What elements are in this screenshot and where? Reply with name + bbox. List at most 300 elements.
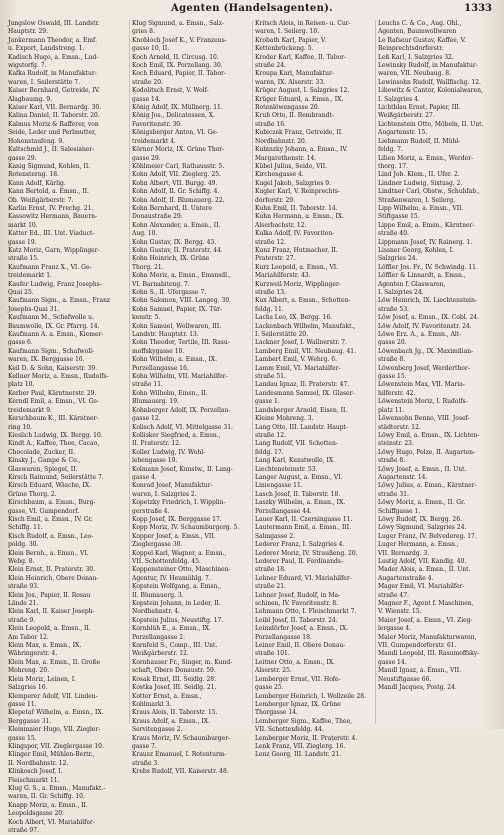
directory-entry-line: Lauer Karl, II. Czerningasse 11. — [255, 515, 353, 523]
directory-column-1 — [6, 20, 129, 834]
directory-entry-line: Kirschbaum, a. Emsn., Burg- — [8, 499, 96, 507]
directory-entry-line: Kraus Moriz, IV. Schaumburger- — [132, 734, 231, 742]
directory-entry-line: straße 11. — [132, 381, 163, 389]
directory-entry-line: Kaltschmid J., II. Salesianer- — [8, 146, 95, 154]
directory-entry-line: markt 10. — [8, 221, 38, 229]
directory-entry-line: waren, VII. Neubaug. 8. — [378, 70, 452, 78]
directory-entry-line: gasse 1. — [255, 398, 280, 406]
directory-entry-line: Reinprechtsdorferstr. — [378, 45, 444, 53]
directory-entry-line: Alserstr. 25. — [255, 667, 292, 675]
directory-entry-line: hilferstr. 42. — [378, 389, 416, 397]
directory-entry-line: Lippe Emil, a. Emsn., Kärntner- — [378, 221, 475, 229]
directory-entry-line: Salzgries 24. — [378, 255, 418, 263]
directory-entry-line: Kollisker Siegfried, a. Emsn., — [132, 431, 221, 439]
directory-entry-line: Kosak Ernst, III. Seidlg. 28. — [132, 675, 217, 683]
directory-entry-line: Kux Albert, a. Emsn., Schotten- — [255, 297, 351, 305]
directory-entry-line: Koch Albert, VI. Mariahilfer- — [8, 818, 95, 826]
directory-entry-line: Klein Moriz, Leinen, I. — [8, 675, 76, 683]
directory-entry-line: Kaufmann M., Schafwolle u. — [8, 314, 94, 322]
directory-entry-line: straße 8. — [378, 457, 406, 465]
directory-entry-line: Löwy Rudolf, IX. Bergg. 26. — [378, 515, 462, 523]
directory-entry-line: Kleinmaier Hugo, VII. Ziegler- — [8, 726, 101, 734]
directory-entry-line: Kafka Rudolf, in Manufaktur- — [8, 70, 97, 78]
directory-entry-line: Lemberger Ernst, VII. Hofe- — [255, 675, 341, 683]
directory-entry-line: Kleine Mohreng. 3. — [255, 415, 314, 423]
directory-entry-line: Katz Moriz, Garn, Wipplinger- — [8, 246, 100, 254]
directory-entry-line: Lustig Adolf, VII. Kandlg. 40. — [378, 558, 467, 565]
directory-entry-line: Jungslow Oswald, III. Landstr. — [8, 20, 100, 27]
directory-entry-line: Mader Alois, a. Emsn., II. Unt. — [378, 566, 471, 574]
directory-entry-line: Kulka Adolf, IV. Favoriten- — [255, 230, 335, 238]
directory-entry-line: Thorgasse 14. — [255, 709, 298, 717]
directory-entry-line: Porzellangasse 18. — [255, 633, 312, 641]
directory-entry-line: Kassowitz Hermann, Bauern- — [8, 213, 97, 221]
directory-entry-line: Kopper Josef, a. Emsn., VII. — [132, 532, 216, 540]
directory-entry-line: Praterstr. 27. — [255, 255, 296, 263]
directory-entry-line: straße 15. — [8, 255, 39, 263]
directory-entry-line: Kellner Moriz, a. Emsn., Rudolfs- — [8, 373, 109, 381]
directory-entry-line: Webg. 8. — [8, 558, 35, 565]
directory-entry-line: straße 40. — [378, 230, 409, 238]
directory-entry-line: Lang Karl, Kunstwolle, IX. — [255, 457, 335, 465]
directory-entry-line: Donaustraße 29. — [132, 213, 183, 221]
directory-entry-line: Klein Max, a. Emsn., IX. — [8, 642, 82, 650]
directory-entry-line: Königsberger Anton, VI. Ge- — [132, 129, 218, 137]
directory-entry-line: Kolisch Adolf, VI. Mittelgasse 31. — [132, 423, 233, 431]
directory-entry-line: lebengasse 19. — [132, 457, 178, 465]
directory-entry-line: waren, IX. Berggasse 16. — [8, 356, 85, 364]
directory-entry-line: schaft, Obere Donaustr. 59. — [132, 667, 216, 675]
directory-entry-line: Lewinsohn Rudolf, Wallfischg. 12. — [378, 78, 481, 86]
directory-entry-line: Kaufer Ludwig, Franz Josephs- — [8, 280, 102, 288]
directory-entry-line: gasse 20. — [378, 339, 407, 347]
directory-entry-line: Kohn Moriz, a. Emsn., Emsnsdl., — [132, 272, 231, 280]
directory-entry-line: Lautermann Emil, a. Emsn., III. — [255, 524, 352, 532]
directory-entry-line: straße 24. — [255, 62, 286, 70]
directory-entry-line: Kohn Theodor, Tertile, III. Rasu- — [132, 339, 230, 347]
directory-entry-line: Kruh Otto, II. Rembrandt- — [255, 112, 334, 120]
directory-entry-line: gasse 11. — [8, 700, 37, 708]
directory-entry-line: Agenten, Baumwollwaren — [378, 28, 457, 36]
directory-entry-line: Josephs-Quai 31. — [8, 305, 60, 313]
directory-entry-line: Fleischmarkt 11. — [8, 776, 60, 784]
directory-entry-line: Kohn Alexander, a. Emsn., II. — [132, 221, 221, 229]
directory-entry-line: ring 10. — [8, 423, 32, 431]
directory-columns — [6, 20, 498, 834]
directory-entry-line: Kurz Leopold, a. Emsn., VI. — [255, 263, 339, 271]
directory-entry-line: Klemperer Adolf, VII. Linden- — [8, 692, 98, 700]
directory-entry-line: Kopetzky Friedrich, I. Wipplin- — [132, 499, 226, 507]
directory-entry-line: I. Salzgries 24. — [378, 289, 424, 296]
directory-entry-line: Konrad Josef, Manufaktur- — [132, 482, 213, 490]
directory-entry-line: straße 12. — [255, 238, 286, 246]
directory-entry-line: Leuchs C. & Co., Aug. Ohl., — [378, 20, 462, 27]
directory-entry-line: Augartenstraße 4. — [378, 574, 434, 582]
directory-entry-line: Kohn Samuel, Wollwaren, III. — [132, 322, 222, 330]
directory-entry-line: Kieslich Ludwig, IX. Bergg. 10. — [8, 431, 103, 439]
directory-entry-line: Berggasse 31. — [8, 717, 52, 725]
directory-entry-line: Nordbahnstr. 4. — [132, 608, 180, 616]
directory-entry-line: Lehner Josef, Rudolf, in Ma- — [255, 591, 341, 599]
directory-entry-line: VII. Bernardg. 3. — [378, 549, 430, 557]
directory-entry-line: Kohn Wilhelm, a. Emsn., IX. — [132, 356, 217, 364]
directory-entry-line: Lemberger Ignaz, IX. Grüne — [255, 700, 341, 708]
directory-entry-line: Lehmann Otto, I. Fleischmarkt 7. — [255, 608, 357, 616]
directory-entry-line: Leitner Otto, a. Emsn., IX. — [255, 658, 335, 666]
directory-entry-line: Lambert Emil, V. Wehrg. 6. — [255, 356, 337, 364]
directory-entry-line: Laszky Wilhelm, a. Emsn., IX. — [255, 499, 346, 507]
directory-entry-line: Kohn Gustav, II. Praterstr. 44. — [132, 246, 223, 254]
directory-entry-line: Blumauerg. 19. — [132, 398, 179, 406]
directory-entry-line: Agenten f. Glaswaren, — [378, 280, 446, 288]
directory-entry-line: Kirsch Eduard, Wäsche, IX. — [8, 482, 92, 490]
directory-entry-line: Lemberger Sigm., Kaffee, Thee, — [255, 717, 353, 725]
directory-entry-line: VII. Schottenfeldg. 44. — [255, 726, 324, 734]
directory-entry-line: straße 21. — [255, 583, 286, 591]
directory-entry-line: Löw Josef, a. Emsn., IX. Cobl. 24. — [378, 314, 480, 322]
directory-entry-line: Kohn Salomon, VIII. Langeg. 30. — [132, 297, 232, 305]
directory-entry-line: gasse 4. — [132, 473, 157, 481]
directory-entry-line: II. Blumauerg. 3. — [132, 591, 184, 599]
directory-entry-line: straße 18. — [255, 566, 286, 574]
directory-entry-line: straße 9. — [8, 616, 36, 624]
directory-entry-line: schinen, IV. Favoritenstr. 8. — [255, 600, 338, 608]
directory-entry-line: Klein Leopold, a. Emsn., II. — [8, 625, 91, 633]
directory-entry-line: Kurzweil Moriz, Wipplinger- — [255, 280, 341, 288]
directory-entry-line: Kuhn Emil, II. Taborstr. 14. — [255, 204, 338, 212]
directory-entry-line: treidemarkt 4. — [132, 137, 176, 145]
directory-entry-line: II. Nordbahnstr. 12. — [8, 759, 69, 767]
directory-entry-line: gries 8. — [132, 28, 155, 36]
directory-entry-line: kenstr. 5. — [132, 314, 161, 322]
directory-entry-line: Köhlmeier Carl, Rathausstr. 5. — [132, 162, 225, 170]
directory-entry-line: Krüger Eduard, a. Emsn., IX. — [255, 95, 344, 103]
directory-entry-line: Lackner Josef, I. Wallnerstr. 7. — [255, 339, 347, 347]
directory-entry-line: Zieglergasse 30. — [132, 541, 183, 549]
directory-entry-line: Kubiczek Franz, Getreide, II. — [255, 129, 343, 137]
directory-entry-line: Koch Arnold, II. Circusg. 10. — [132, 53, 219, 61]
directory-entry-line: Löwenstein Moriz, I. Rudolfs- — [378, 398, 468, 406]
directory-entry-line: Lind Job. Klem., II. Ufer. 2. — [378, 171, 460, 179]
directory-entry-line: Koch Eduard, Papier, II. Tabor- — [132, 70, 226, 78]
directory-entry-line: Klein Heinrich, Obere Donau- — [8, 574, 99, 582]
directory-entry-line: VI. Barnabiteng. 7. — [132, 280, 190, 288]
directory-entry-line: gasse 14. — [378, 658, 407, 666]
directory-entry-line: König Jos., Delicatessen, X. — [132, 112, 215, 120]
directory-entry-line: dorferstr. 29. — [255, 196, 296, 204]
directory-entry-line: Löwy Sigmund, Salzgries 24. — [378, 524, 467, 532]
directory-entry-line: Favoritenstr. 30. — [132, 120, 183, 128]
directory-entry-line: Kisch Emil, a. Emsn., IV. Gr. — [8, 515, 93, 523]
directory-entry-line: Knobloch Josef K., V. Franzens- — [132, 36, 227, 44]
directory-entry-line: Koppensteiner Otto, Maschinen- — [132, 566, 231, 574]
directory-entry-line: II. Praterstr. 12. — [132, 440, 181, 448]
directory-entry-line: Hohenstaufeng. 9. — [8, 137, 65, 145]
directory-entry-line: Kaufmann Franz X., VI. Ge- — [8, 263, 92, 271]
directory-entry-line: Löffler & Linnardt, a. Emsn., — [378, 272, 466, 280]
directory-entry-line: V. Wienstr. 15. — [378, 608, 422, 616]
directory-entry-line: Mohreng. 20. — [8, 667, 50, 675]
directory-entry-line: straße 8. — [378, 356, 406, 364]
directory-entry-line: moffskygasse 10. — [132, 347, 185, 355]
directory-entry-line: Klinger Emil, Mühlen-Bertr., — [8, 751, 95, 759]
directory-entry-line: feldg. 11. — [255, 305, 284, 313]
directory-entry-line: Lemberger Moriz, II. Praterstr. 4. — [255, 734, 358, 742]
directory-entry-line: Löw Adolf, IV. Favoritenstr. 24. — [378, 322, 472, 330]
directory-entry-line: Kadisch Hugo, a. Emsn., Lud- — [8, 53, 99, 61]
directory-entry-line: Kritsch Alois, in Reisen- u. Cur- — [255, 20, 351, 27]
directory-entry-line: platz 11. — [378, 406, 405, 414]
directory-entry-line: Klinkosch Josef, I. — [8, 768, 63, 776]
directory-entry-line: Lemberger Heinrich, I. Wollzeile 28. — [255, 692, 366, 700]
directory-entry-line: Kraus Adolf, a. Emsn., IX. — [132, 717, 210, 725]
directory-entry-line: Kaufmann Sigm., Schafwoll- — [8, 347, 95, 355]
directory-entry-line: Kodolitsch Ernst, V. Wolf- — [132, 87, 209, 95]
directory-entry-line: Servitengasse 2. — [132, 726, 183, 734]
directory-entry-line: gasse 15. — [8, 734, 37, 742]
directory-entry-line: Ob. Weißgärberstr. 7. — [8, 196, 74, 204]
directory-entry-line: Maier Moriz, Manufakturwaren, — [378, 633, 477, 641]
directory-entry-line: Knapp Moriz, a. Emsn., II. — [8, 801, 88, 809]
directory-entry-line: gasse 29. — [132, 154, 161, 162]
directory-entry-line: straße 53. — [378, 305, 409, 313]
page-number: 1333 — [464, 3, 492, 14]
directory-entry-line: Alserbachstr. 12. — [255, 221, 307, 229]
directory-entry-line: straße 31. — [378, 490, 409, 498]
directory-entry-line: Kaiser Bernhard, Getreide, IV. — [8, 87, 100, 95]
directory-entry-line: Kohnberger Adolf, IX. Porzellan- — [132, 406, 231, 414]
directory-entry-line: straße 51. — [255, 373, 286, 381]
directory-entry-line: Neustiftgasse 66. — [378, 675, 432, 683]
directory-entry-line: gasse 19. — [8, 238, 37, 246]
directory-entry-line: Landesmann Samuel, IX. Glaser- — [255, 389, 355, 397]
directory-entry-line: Hauptstr. 29. — [8, 28, 48, 36]
directory-entry-line: Koller Ludwig, IV. Wohl- — [132, 448, 206, 456]
directory-entry-line: Klein Max, a. Emsn., II. Große — [8, 658, 101, 666]
directory-entry-line: Löwenstein Max, VII. Maria- — [378, 381, 465, 389]
directory-entry-line: Klein Jos., Papier, II. Rosau — [8, 591, 91, 599]
directory-entry-line: Mager Emil, VI. Mariahilfer- — [378, 583, 465, 591]
directory-entry-line: Stiftgasse 15. — [378, 213, 420, 221]
directory-entry-line: Kirchengasse 4. — [255, 171, 304, 179]
directory-entry-line: VII. Gumpendorferstr. 61. — [378, 642, 457, 650]
directory-entry-line: Lasch Josef, II. Taborstr. 18. — [255, 490, 341, 498]
directory-entry-line: Kornfeld S., Comp., III. Unt. — [132, 642, 218, 650]
directory-entry-line: Lippmann Josef, IV. Rainerg. 1. — [378, 238, 473, 246]
directory-entry-line: Glaswaren, Spiegel, II. — [8, 465, 78, 473]
directory-entry-line: straße 20. — [132, 78, 163, 86]
directory-entry-line: Lederer Moriz, IV. Straußeng. 20. — [255, 549, 358, 557]
directory-entry-line: Straßenwaren, I. Seilerg. — [378, 196, 456, 204]
directory-entry-line: Keil D. & Sohn, Kaiserstr. 39. — [8, 364, 98, 372]
directory-entry-line: Kohn Wilhelm, VII. Mariahilfer- — [132, 373, 228, 381]
directory-entry-line: Kopstein Julius, Neustiftg. 17. — [132, 616, 224, 624]
directory-entry-line: straße 16. — [255, 120, 286, 128]
directory-entry-line: Agentur, IV. Heumühlg. 7. — [132, 574, 211, 582]
directory-entry-line: Kaufmann Sigm., a. Emsn., Franz — [8, 297, 111, 305]
directory-entry-line: Le Rafseur Gustav, Kaffee, V. — [378, 36, 466, 44]
directory-entry-line: Schiffg. 11. — [8, 524, 43, 532]
directory-entry-line: Baumwolle, IX. Gr. Pfarrg. 14. — [8, 322, 100, 330]
directory-entry-line: Lachs Leo, IX. Bergg. 16. — [255, 314, 333, 322]
directory-entry-line: Aug. 10. — [132, 230, 158, 238]
directory-entry-line: straße 12. — [255, 431, 286, 439]
directory-entry-line: Porzellangasse 44. — [255, 507, 312, 515]
directory-entry-line: Kaiser Karl, VII. Bernardg. 30. — [8, 104, 102, 112]
directory-entry-line: Löwy Josef, a. Emsn., II. Unt. — [378, 465, 467, 473]
directory-entry-line: Nordbahnstr. 20. — [255, 137, 307, 145]
directory-entry-line: Löwenbach Jg., IX. Maximilian- — [378, 347, 474, 355]
directory-entry-line: Lichtblau Ernst, Papier, III. — [378, 104, 461, 112]
directory-entry-line: Löwensohn Benno, VIII. Josef- — [378, 415, 470, 423]
directory-entry-line: VII. Schottenfeldg. 45. — [132, 558, 201, 565]
directory-entry-line: straße 101. — [255, 650, 290, 658]
directory-entry-line: Mandl Leopold, III. Rasumoffsky- — [378, 650, 480, 658]
directory-entry-line: Kohn Albert, VII. Burgg. 49. — [132, 179, 218, 187]
directory-entry-line: Kerndl Emil, a. Emsn., VI. Ge- — [8, 398, 100, 406]
directory-entry-line: gasse 6. — [8, 339, 33, 347]
directory-entry-line: Karlin Ernst, IV. Prechg. 21. — [8, 204, 94, 212]
directory-entry-line: Kann Bertold, a. Emsn., II. — [8, 188, 89, 196]
directory-entry-line: Löw Heinrich, IX. Liechtenstein- — [378, 297, 477, 305]
directory-entry-line: Langer August, a. Emsn., VI. — [255, 473, 343, 481]
directory-entry-line: Kohn Samuel, Papier, IX. Tür- — [132, 305, 222, 313]
directory-entry-line: Weißgärberstr. 12. — [132, 650, 189, 658]
directory-entry-line: Kerschbaum K., III. Kärntner- — [8, 415, 99, 423]
directory-entry-line: gasse 12. — [132, 415, 161, 423]
directory-entry-line: Katter Ed., III. Unt. Viaduct- — [8, 230, 95, 238]
directory-entry-line: Kostka Josef, III. Seidlg. 21. — [132, 684, 217, 692]
directory-entry-line: Kalina Daniel, II. Taborstr. 20. — [8, 112, 100, 120]
directory-entry-line: Lang Rudolf, VII. Schotten- — [255, 440, 338, 448]
directory-entry-line: Kindt A., Kaffee, Thee, Cacao, — [8, 440, 100, 448]
directory-entry-line: Kohn Adolf, II. Blumauerg. 22. — [132, 196, 225, 204]
directory-entry-line: treidemarkt 9. — [8, 406, 52, 414]
directory-entry-line: gasse 25. — [255, 684, 284, 692]
directory-entry-line: Kohlmarkt 3. — [132, 700, 172, 708]
directory-entry-line: Mandl Jacques, Postg. 24. — [378, 684, 457, 692]
directory-entry-line: Liniengasse 11. — [255, 482, 303, 490]
directory-entry-line: Quai 25. — [8, 289, 34, 296]
directory-entry-line: Klug G. S., a. Emsn., Manufakt.- — [8, 784, 106, 792]
directory-entry-line: lergasse 4. — [378, 625, 412, 633]
directory-entry-line: Lamm Emil, VI. Mariahilfer- — [255, 364, 341, 372]
directory-entry-line: Kohn Bernhard, II. Untere — [132, 204, 213, 212]
directory-column-3 — [252, 20, 375, 759]
directory-entry-line: Kisch Rudolf, a. Emsn., Leo- — [8, 532, 94, 540]
directory-entry-line: Landau Ignaz, II. Praterstr. 47. — [255, 381, 350, 389]
directory-entry-line: städterstr. 12. — [378, 423, 421, 431]
directory-entry-line: thorg. 17. — [378, 162, 408, 170]
directory-entry-line: Löwenberg Josef, Werderthor- — [378, 364, 470, 372]
directory-entry-line: Landstr. Hauptstr. 13. — [132, 331, 199, 339]
directory-entry-line: I. Salzgries 4. — [378, 95, 420, 103]
directory-entry-line: feldg. 17. — [255, 448, 284, 456]
directory-entry-line: Kalmus Moriz & Rafferer, von — [8, 120, 99, 128]
directory-entry-line: Chocolade, Zucker, II. — [8, 448, 75, 456]
directory-entry-line: Löwy Moriz, a. Emsn., II. Gr. — [378, 499, 466, 507]
directory-entry-line: u. Export, Landstrong. 1. — [8, 45, 85, 53]
directory-entry-line: Kornblüh E., a. Emsn., IX. — [132, 625, 211, 633]
directory-entry-line: Kopstein Johann, in Leder, II. — [132, 600, 221, 608]
directory-entry-line: Salmgasse 2. — [255, 532, 296, 540]
directory-entry-line: Krobath Karl, Papier, V. — [255, 36, 327, 44]
directory-entry-line: Klepetař Wilhelm, a. Emsn., IX. — [8, 709, 104, 717]
directory-entry-line: Kann Adolf, Kärlig. — [8, 179, 66, 187]
directory-entry-line: Kugel Jakob, Salzgries 9. — [255, 179, 331, 187]
directory-entry-line: I. Seilerstätte 20. — [255, 331, 308, 339]
directory-entry-line: Rotensterng. 18. — [8, 171, 59, 179]
directory-entry-line: Leopoldsgasse 20. — [8, 810, 65, 818]
directory-entry-line: Kotter Ernst, a. Emsn., — [132, 692, 202, 700]
directory-entry-line: waren, IX. Alserstr. 33. — [255, 78, 326, 86]
directory-entry-line: Alagbaumg. 9. — [8, 95, 53, 103]
directory-entry-line: Schiffgasse 1. — [378, 507, 421, 515]
directory-entry-line: waren, I. Salzgries 2. — [132, 490, 197, 498]
directory-entry-line: gasse, VI. Gumpendorf. — [8, 507, 80, 515]
directory-entry-line: gasse 14. — [132, 95, 161, 103]
directory-entry-line: Porzellangasse 16. — [132, 364, 189, 372]
directory-entry-line: Koch Emil, IX. Porzellang. 30. — [132, 62, 223, 70]
directory-entry-line: Kohn Heinrich, IX. Grüne — [132, 255, 210, 263]
directory-entry-line: Lang Otto, III. Landstr. Haupt- — [255, 423, 348, 431]
directory-entry-line: Mariahilferstr. 43. — [255, 272, 311, 280]
directory-entry-line: Klug Sigmund, a. Emsn., Salz- — [132, 20, 224, 27]
directory-entry-line: Weißgärberstr. 27. — [378, 112, 435, 120]
directory-entry-line: Kunz Franz, Hutmacher, II. — [255, 246, 338, 254]
directory-entry-line: Kornhauser Fr., Singer, m. Kund- — [132, 658, 233, 666]
directory-entry-line: Margarethenstr. 14. — [255, 154, 317, 162]
directory-entry-line: Lände 21. — [8, 600, 39, 608]
directory-entry-line: Währingerstr. 4. — [8, 650, 58, 658]
directory-entry-line: Kroupa Karl, Manufaktur- — [255, 70, 334, 78]
directory-entry-line: Lilien Moriz, a. Emsn., Werder- — [378, 154, 474, 162]
directory-entry-line: Leiner Emil, II. Obere Donau- — [255, 642, 346, 650]
directory-entry-line: Leibl Josef, II. Taborstr. 24. — [255, 616, 338, 624]
directory-entry-line: Augartenstr. 14. — [378, 473, 428, 481]
directory-entry-line: Klingspor, VII. Zieglergasse 10. — [8, 742, 104, 750]
directory-entry-line: Kuhn Hermann, a. Emsn., IX. — [255, 213, 344, 221]
page-title: Agenten (Handelsagenten). — [171, 3, 333, 14]
directory-entry-line: Kübel Julius, Seide, VII. — [255, 162, 328, 170]
directory-entry-line: Kroder Karl, Kaffee, II. Tabor- — [255, 53, 347, 61]
directory-entry-line: Thorg. 21. — [132, 263, 164, 271]
directory-entry-line: gerstraße 4. — [132, 507, 170, 515]
directory-entry-line: Klein Ernst, II. Praterstr. 30. — [8, 566, 95, 574]
directory-entry-line: Lenk Franz, VII. Zieglerg. 16. — [255, 742, 346, 750]
directory-entry-line: Junkermann Theodor, a. Emf. — [8, 36, 97, 44]
directory-entry-line: poldg. 30. — [8, 541, 39, 549]
directory-entry-line: straße 97. — [8, 827, 39, 834]
directory-entry-line: Körner Moriz, IX. Grüne Thor- — [132, 146, 225, 154]
directory-entry-line: Kaufmann A. a. Emsn., Kiemer- — [8, 331, 104, 339]
directory-entry-line: Luger Hermann, a. Emsn., — [378, 541, 459, 549]
directory-entry-line: Kohn S., II. Ufergasse 7. — [132, 289, 207, 296]
directory-entry-line: Kraus Alois, II. Taborstr. 15. — [132, 709, 218, 717]
directory-entry-line: Kopstein Wolfgang, a. Emsn., — [132, 583, 222, 591]
directory-entry-line: Kohn Adolf, VII. Zieglerg. 25. — [132, 171, 221, 179]
directory-entry-line: Löwy Julius, a. Emsn., Kärntner- — [378, 482, 477, 490]
directory-entry-line: Lindner Ludwig, Sixtusg. 2. — [378, 179, 463, 187]
directory-entry-line: Kohn Gustav, IX. Bergg. 43. — [132, 238, 217, 246]
directory-entry-line: Lehner Eduard, VI. Mariahilfer- — [255, 574, 352, 582]
directory-entry-line: Mandl Ignaz, a. Emsn., VII. — [378, 667, 461, 675]
directory-entry-line: Krausz Emanuel, I. Rotenturm- — [132, 751, 227, 759]
directory-entry-line: Löwy Hugo, Pelze, II. Augarten- — [378, 448, 476, 456]
directory-entry-line: Libowitz & Cantor, Kolonialwaren, — [378, 87, 483, 95]
directory-column-4 — [375, 20, 498, 724]
directory-entry-line: Kirsch Raimund, Seilerstätte 7. — [8, 473, 104, 481]
